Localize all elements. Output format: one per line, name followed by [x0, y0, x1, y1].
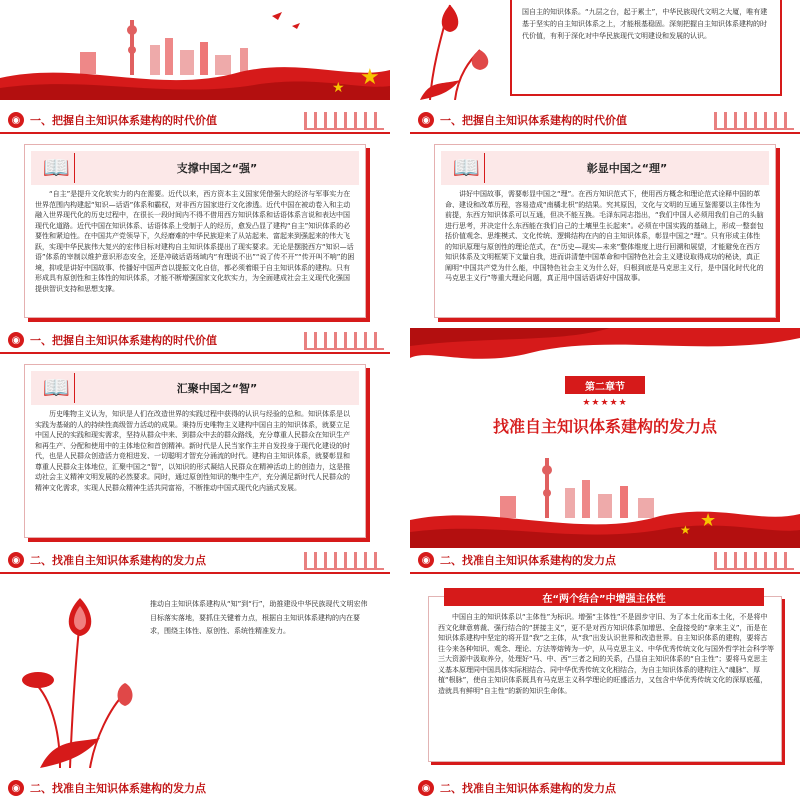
slide-subjectivity [410, 548, 800, 768]
slide-focus-points [0, 548, 390, 768]
section-header [0, 776, 390, 800]
city-skyline-illustration [0, 0, 390, 100]
panel-title: 汇聚中国之“智” [176, 382, 258, 395]
slide-intro-text [410, 0, 800, 100]
book-icon: 📖 [39, 153, 75, 183]
header-decoration [714, 112, 794, 130]
panel-body: 历史唯物主义认为，知识是人们在改造世界的实践过程中获得的认识与经验的总和。知识体系是以实践为基础的人的持续性高级智力活动的成果。秉持历史唯物主义建构中国自主的知识体系，就要立足中国人民的实践和现实需求，坚持从群众中来、到群众中去的群众路线，充分尊重人民群众在知识生产和再生产、分配和使用中的主体地位和首创精神。新时代是人民当家作主并自发投身于现代化建设的时代，也是人民群众创造活力竞相进发、一切聪明才智充分涌流的时代。建构自主知识体系，就要彰显和尊重人民群众主体地位，汇聚中国之“智”，以知识的形式凝结人民群众在精神活动上的创造力，这是推动社会主义精神文明发展的必然要求。同时，通过原创性知识的集中生产，充分满足新时代人民群众的精神文化需求，实现人民群众精神生活共同富裕，不断推动中国式现代化内涵式发展。 [35, 410, 351, 492]
section-header-icon: ◉ [418, 552, 434, 568]
svg-text:★: ★ [700, 510, 717, 531]
section-header-text: 二、找准自主知识体系建构的发力点 [30, 554, 206, 567]
content-panel [24, 364, 366, 538]
header-decoration [304, 332, 384, 350]
section-header-text: 一、把握自主知识体系建构的时代价值 [30, 334, 217, 347]
section-header-text: 一、把握自主知识体系建构的时代价值 [440, 114, 627, 127]
lotus-plant-illustration [410, 0, 510, 100]
section-header [410, 108, 800, 134]
book-icon: 📖 [449, 153, 485, 183]
slide-strength [0, 108, 390, 328]
book-icon: 📖 [39, 373, 75, 403]
section-header-icon: ◉ [8, 552, 24, 568]
header-decoration [304, 552, 384, 570]
slide-partial-right [410, 776, 800, 800]
chapter-badge: 第二章节 [565, 376, 645, 394]
section-header-icon: ◉ [8, 332, 24, 348]
section-header [0, 548, 390, 574]
slide-reason [410, 108, 800, 328]
panel-title-bar [31, 371, 359, 405]
intro-paragraph: 国自主的知识体系。“九层之台，起于累土”，中华民族现代文明之大厦，唯有建基于坚实的自主知识体系之上，才能根基稳固。深刻把握自主知识体系建构的时代价值，有利于深化对中华民族现代文明建设和发展的认识。 [510, 0, 782, 96]
slide-partial-left [0, 776, 390, 800]
panel-title-bar [441, 151, 769, 185]
slide-banner-city [0, 0, 390, 100]
section-header-text: 一、把握自主知识体系建构的时代价值 [30, 114, 217, 127]
subsection-title: 在“两个结合”中增强主体性 [444, 588, 764, 606]
section-header-icon: ◉ [418, 780, 434, 796]
section-header-text: 二、找准自主知识体系建构的发力点 [440, 554, 616, 567]
slide-chapter-two [410, 328, 800, 548]
chapter-title: 找准自主知识体系建构的发力点 [492, 417, 717, 436]
panel-body: 讲好中国故事，需要彰显中国之“理”。在西方知识范式下，使用西方概念和理论范式诠释中国的革命、建设和改革历程，容易造成“南橘北枳”的结果。究其原因，文化与文明的互通互鉴需要以主体性为前提，东西方知识体系可以互通，但决不能互换。毛泽东同志指出，“我们中国人必须用我们自己的头脑进行思考，并决定什么东西能在我们自己的土壤里生长起来”。必须在中国实践的基础上，形成一整套包括价值观念、思维模式、文化传统、逻辑结构在内的自主知识体系，彰显中国之“理”。只有形成主体性的知识原理与原创性的理论范式，在“历史—现实—未来”整体维度上进行回溯和展望，才能避免在西方知识体系及文明框架下文量自我，进而讲清楚中国革命和中国特色社会主义建设取得成功的秘诀，真正阐明“中国共产党为什么能，中国特色社会主义为什么好，归根到底是马克思主义行，是中国化时代化的马克思主义行”等重大理论问题，真正用中国话语讲好中国故事。 [445, 190, 764, 282]
svg-text:★: ★ [332, 80, 345, 96]
section-header-icon: ◉ [8, 112, 24, 128]
svg-text:★: ★ [360, 65, 380, 90]
slide-wisdom [0, 328, 390, 548]
panel-body: “自主”是提升文化软实力的内在需要。近代以来，西方资本主义国家凭借强大的经济与军事实力在世界范围内构建起“知识—话语”体系和霸权，对非西方国家进行文化渗透。近代中国在被动卷入和主动融入世界现代化的历史过程中，在很长一段时间内不得不借用西方知识体系和话语体系言说和表达中国现代化道路。近代中国在知识体系、话语体系上受制于人的经历，愈发凸显了建构“自主”知识体系的必要性和紧迫性。在中国共产党领导下，久经磨难的中华民族迎来了从站起来、富起来到强起来的伟大飞跃，实现中华民族伟大复兴的宏伟目标对建构自主知识体系提出了现实要求。无论是摆脱西方“知识—话语”体系的宰制以维护意识形态安全，还是冲破话语场域内“有理说不出”“说了传不开”“传开叫不响”的困境，抑或是讲好中国故事、传播好中国声音以提振文化自信，都必须着眼于自主知识体系的建构。只有形成具有原创性和主体性的知识体系，才能不断增强国家文化软实力，为全面建成社会主义现代化强国提供智识支持和思想支撑。 [35, 190, 355, 293]
section-header [0, 328, 390, 354]
header-decoration [304, 112, 384, 130]
section-header [0, 108, 390, 134]
section-header-icon: ◉ [8, 780, 24, 796]
panel-title: 支撑中国之“强” [176, 162, 258, 175]
panel-title-bar [31, 151, 359, 185]
content-panel [24, 144, 366, 318]
header-decoration [714, 552, 794, 570]
section-header-text: 二、找准自主知识体系建构的发力点 [30, 782, 206, 795]
content-panel [434, 144, 776, 318]
section-header [410, 776, 800, 800]
svg-text:★: ★ [680, 523, 691, 537]
lotus-plant-illustration [20, 588, 140, 768]
city-skyline-illustration [410, 448, 800, 548]
section-header-text: 二、找准自主知识体系建构的发力点 [440, 782, 616, 795]
panel-title: 彰显中国之“理” [586, 162, 668, 175]
chapter-stars: ★★★★★ [582, 398, 628, 408]
subsection-body: 中国自主的知识体系以“主体性”为标识。增强“主体性”不是固步守旧、为了本土化而本土化，不是将中西文化肆意剪裁、强行结合的“拼接主义”，更不是对西方知识体系加增思、全盘接受的“拿来主义”，而是在知识体系建构中坚定的将开显“我”之主体，从“我”出发认识世界和改造世界。自主知识体系的建构，要将古往今来各种知识、观念、理论、方法等熔铸为一炉，从马克思主义、中华优秀传统文化与国外哲学社会科学等三大资源中汲取养分，处理好“马、中、西”三者之间的关系，凸显自主知识体系的“自主性”；要将马克思主义基本原理同中国具体实际相结合、同中华优秀传统文化相结合，为自主知识体系的建构注入“魂脉”、厚植“根脉”，使自主知识体系既具有马克思主义科学理论的旺盛活力，又包含中华优秀传统文化的深厚底蕴，造就具有鲜明“自主性”的新的知识生命体。 [438, 613, 774, 695]
section-header-icon: ◉ [418, 112, 434, 128]
section-header [410, 548, 800, 574]
focus-paragraph: 推动自主知识体系建构从“知”到“行”，助推建设中华民族现代文明宏伟目标落实落地，要抓住关键着力点，根据自主知识体系建构的内在要求，围绕主体性、原创性、系统性精准发力。 [150, 600, 368, 635]
